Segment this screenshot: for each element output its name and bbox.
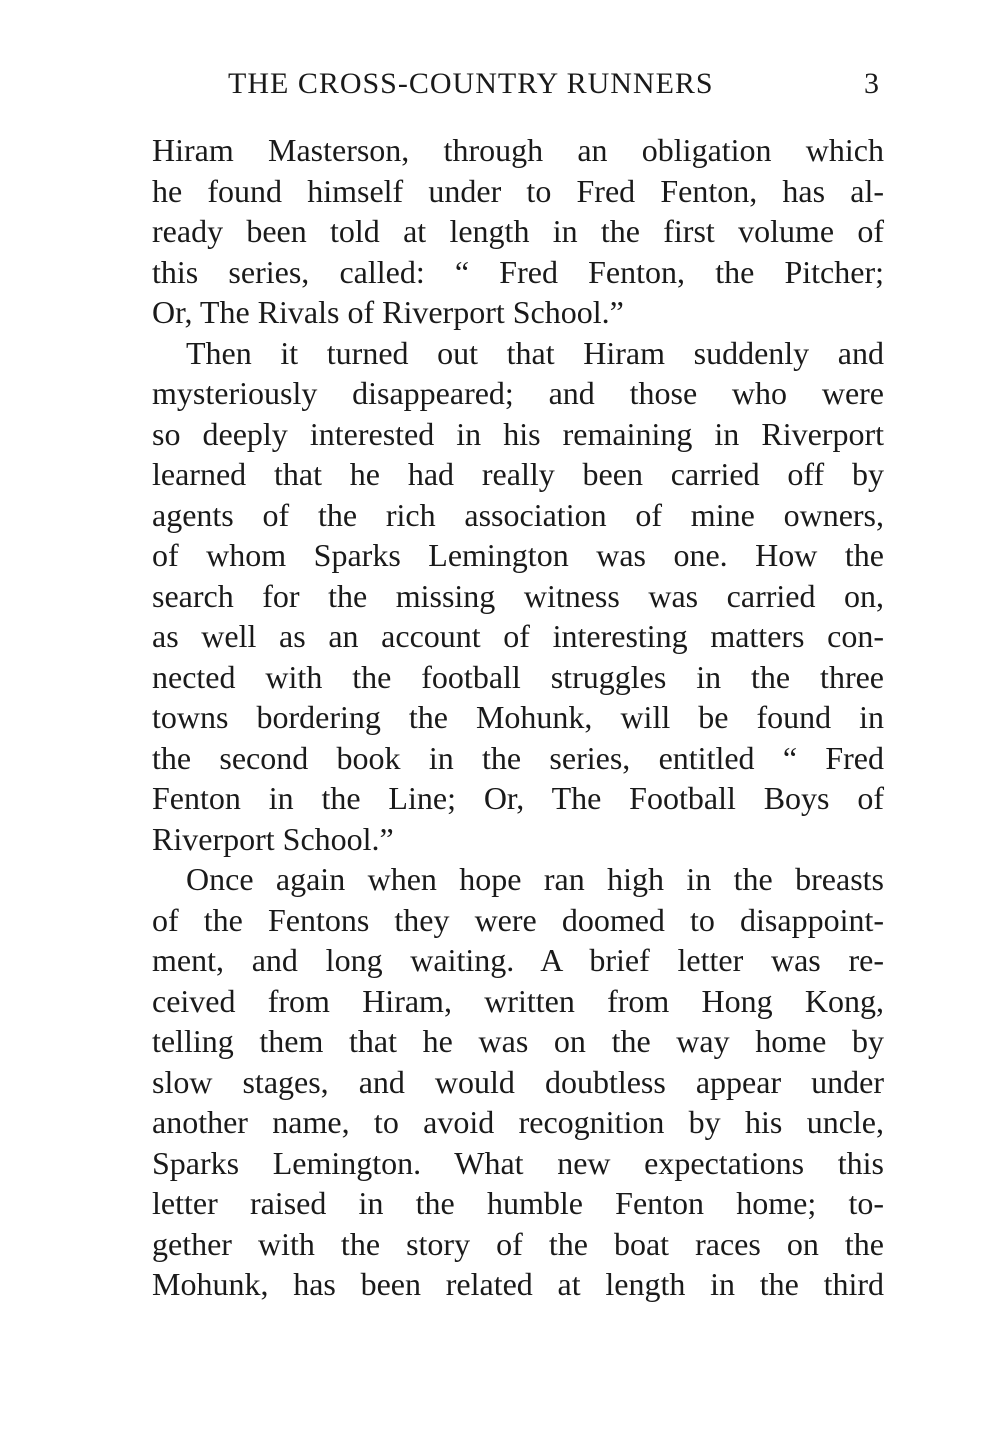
text-line: Riverport School.” [152,820,394,857]
running-head [152,64,884,104]
text-line: he found himself under to Fred Fenton, has al- [152,172,884,209]
text-line: ready been told at length in the first volume of [152,213,884,249]
running-title: THE CROSS-COUNTRY RUNNERS [228,67,714,100]
text-line: ceived from Hiram, written from Hong Kong, [152,982,884,1019]
text-line: mysteriously disappeared; and those who were [152,375,884,411]
text-line: this series, called: “ Fred Fenton, the Pitcher; [152,253,884,290]
text-line: letter raised in the humble Fenton home; to- [152,1185,884,1221]
page-body [152,130,884,1305]
text-line: the second book in the series, entitled “ Fred [152,739,884,776]
text-line: agents of the rich association of mine owners, [152,496,884,533]
text-line: towns bordering the Mohunk, will be found in [152,699,884,735]
text-line: telling them that he was on the way home by [152,1023,884,1059]
text-line: Once again when hope ran high in the breasts [186,861,884,897]
text-line: nected with the football struggles in the three [152,658,884,695]
text-line: Sparks Lemington. What new expectations this [152,1144,884,1181]
text-line: gether with the story of the boat races on the [152,1225,884,1262]
page-number: 3 [864,67,880,100]
text-line: Or, The Rivals of Riverport School.” [152,294,624,330]
text-line: search for the missing witness was carried on, [152,577,884,614]
text-line: Hiram Masterson, through an obligation which [152,132,884,168]
text-line: another name, to avoid recognition by his uncle, [152,1104,884,1140]
text-line: of the Fentons they were doomed to disappoint- [152,901,884,938]
text-line: Fenton in the Line; Or, The Football Boys of [152,780,884,816]
text-line: as well as an account of interesting matters con- [152,618,884,654]
text-line: so deeply interested in his remaining in Riverport [152,415,884,452]
text-line: learned that he had really been carried off by [152,456,884,492]
text-line: slow stages, and would doubtless appear under [152,1063,884,1100]
text-line: ment, and long waiting. A brief letter was re- [152,942,884,978]
text-line: Mohunk, has been related at length in the third [152,1266,884,1302]
text-line: of whom Sparks Lemington was one. How the [152,537,884,573]
text-line: Then it turned out that Hiram suddenly and [186,334,884,371]
